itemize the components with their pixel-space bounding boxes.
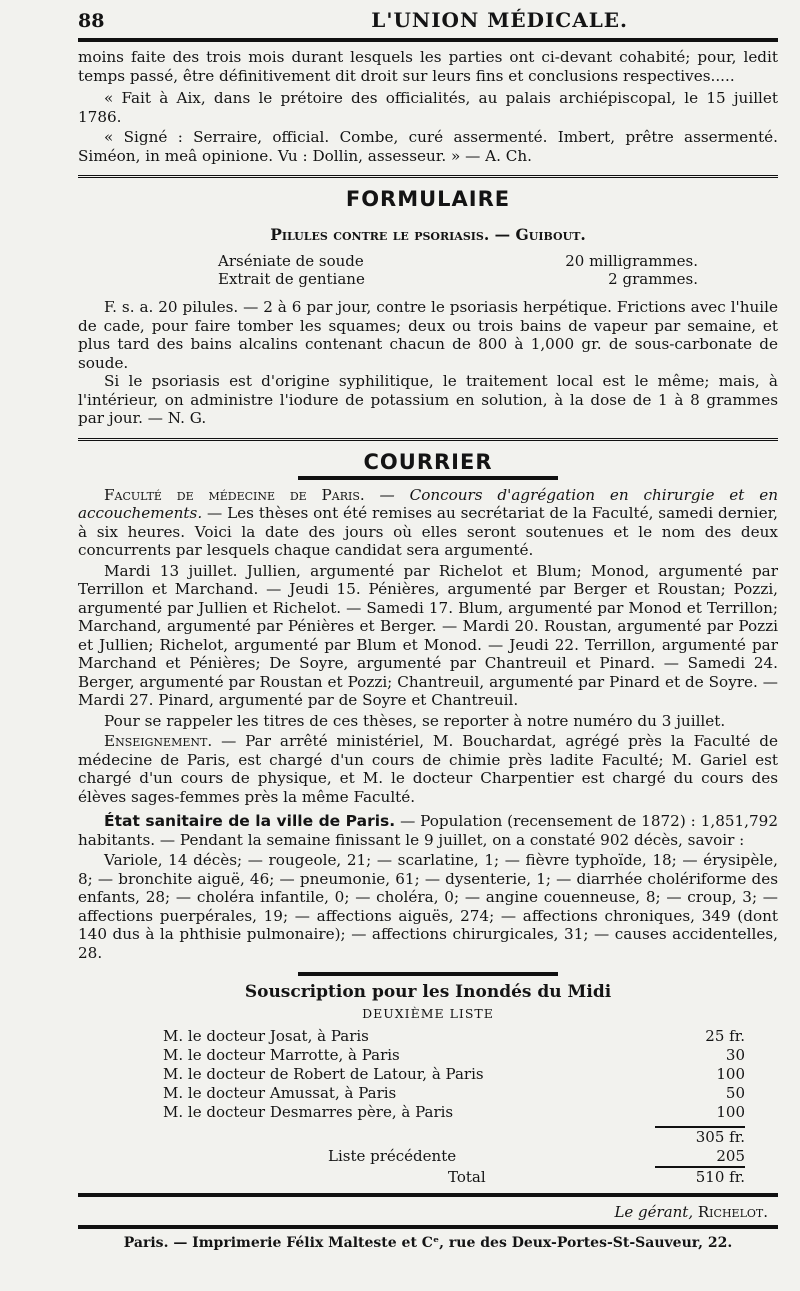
subtotal-amount: 305 fr. [695,1128,745,1146]
donor-name: M. le docteur Marrotte, à Paris [163,1046,400,1064]
ingredient-name: Arséniate de soude [218,252,364,270]
enseignement-paragraph [78,732,778,806]
header-rule [78,38,778,42]
donor-amount: 30 [725,1046,745,1064]
formulaire-paragraph-1: F. s. a. 20 pilules. — 2 à 6 par jour, contre le psoriasis herpétique. Frictions avec l'huile de cade, pour faire tomber les squames; deux ou trois bains de vapeur par semaine, et plus tard des bains alcalins contenant chacun de 800 à 1,000 gr. de sous-carbonate de soude. [78,298,778,372]
formulaire-section [78,187,778,428]
faculte-text: — Les thèses ont été remises au secrétariat de la Faculté, samedi dernier, à six heures. Voici la date des jours où elles seront soutenues et le nom des deux concurrents par lesquels chaque candidat sera argumenté. [78,504,779,559]
donor-name: M. le docteur Josat, à Paris [163,1027,369,1045]
imprint-rule [78,1225,778,1229]
formulaire-title: FORMULAIRE [345,187,511,211]
journal-title: L'UNION MÉDICALE. [371,8,628,32]
etat-statistics: Variole, 14 décès; — rougeole, 21; — scarlatine, 1; — fièvre typhoïde, 18; — érysipèle, 8; — bronchite aiguë, 46; — pneumonie, 61; — dysenterie, 1; — diarrhée cholériforme des enfants, 28; — choléra infantile, 0; — choléra, 0; — angine couenneuse, 8; — croup, 3; — affections puerpérales, 19; — affections aiguës, 274; — affections chroniques, 349 (dont 140 dus à la phthisie pulmonaire); — affections chirurgicales, 31; — causes accidentelles, 28. [78,851,778,962]
faculte-subheading: — Concours d'agrégation en chirurgie et en accouchements. [78,485,779,522]
donor-amount: 25 fr. [705,1027,745,1045]
running-header [78,8,778,38]
recipe-title: Pilules contre le psoriasis. — Guibout. [270,225,586,244]
donor-row [163,1084,745,1103]
section-rule [78,438,778,444]
etat-heading: État sanitaire de la ville de Paris. [104,812,396,830]
donor-amount: 50 [725,1084,745,1102]
page-number: 88 [78,10,105,32]
donor-row [163,1065,745,1084]
donor-row [163,1027,745,1046]
ingredient-quantity: 2 grammes. [608,270,698,288]
donor-row [163,1046,745,1065]
faculte-paragraph [78,486,778,560]
enseignement-heading: Enseignement. [104,732,213,750]
gerant-signature [78,1203,768,1221]
souscription-title: Souscription pour les Inondés du Midi [244,982,612,1002]
donor-name: M. le docteur de Robert de Latour, à Paris [163,1065,484,1083]
section-rule [78,175,778,181]
souscription-section [78,982,778,1187]
judgment-paragraph-3: « Signé : Serraire, official. Combe, curé assermenté. Imbert, prêtre assermenté. Siméon, in meâ opinione. Vu : Dollin, assesseur. » — A. Ch. [78,128,778,165]
printer-imprint: Paris. — Imprimerie Félix Malteste et Cᵉ, rue des Deux-Portes-St-Sauveur, 22. [123,1235,733,1251]
gerant-name: Richelot. [697,1203,768,1221]
footer-rule [78,1193,778,1197]
formulaire-paragraph-2: Si le psoriasis est d'origine syphilitique, le traitement local est le même; mais, à l'intérieur, on administre l'iodure de potassium en solution, à la dose de 1 à 8 grammes par jour. — N. G. [78,372,778,427]
judgment-paragraph-2: « Fait à Aix, dans le prétoire des officialités, au palais archiépiscopal, le 15 juillet 1786. [78,89,778,126]
ingredient-quantity: 20 milligrammes. [565,252,698,270]
souscription-subtitle: DEUXIÈME LISTE [362,1006,494,1021]
courrier-title: COURRIER [363,449,493,474]
donor-amount: 100 [716,1065,745,1083]
subtotal-row [328,1128,745,1147]
donor-list [163,1027,745,1122]
ingredient-name: Extrait de gentiane [218,270,365,288]
donor-row [163,1103,745,1122]
total-amount: 510 fr. [695,1168,745,1186]
section-rule [298,972,558,976]
title-underline [298,476,558,480]
etat-paragraph [78,812,778,849]
donor-name: M. le docteur Desmarres père, à Paris [163,1103,454,1121]
faculte-heading: Faculté de médecine de Paris. [104,485,365,504]
ingredient-row [218,252,698,270]
donor-name: M. le docteur Amussat, à Paris [163,1084,397,1102]
previous-list-amount: 205 [716,1147,745,1165]
total-label: Total [448,1168,486,1186]
previous-list-row [328,1147,745,1166]
gerant-label: Le gérant, [614,1203,694,1221]
ingredient-row [218,270,698,288]
courrier-section [78,450,778,963]
judgment-excerpt [78,48,778,165]
previous-list-label: Liste précédente [328,1147,457,1165]
thesis-schedule: Mardi 13 juillet. Jullien, argumenté par Richelot et Blum; Monod, argumenté par Terrillon et Marchand. — Jeudi 15. Pénières, argumenté par Berger et Roustan; Pozzi, argumenté par Jullien et Richelot. — Samedi 17. Blum, argumenté par Monod et Terrillon; Marchand, argumenté par Pénières et Berger. — Mardi 20. Roustan, argumenté par Pozzi et Jullien; Richelot, argumenté par Blum et Monod. — Jeudi 22. Terrillon, argumenté par Marchand et Pénières; De Soyre, argumenté par Chantreuil et Pinard. — Samedi 24. Berger, argumenté par Roustan et Pozzi; Chantreuil, argumenté par Pinard et de Soyre. — Mardi 27. Pinard, argumenté par de Soyre et Chantreuil. [78,561,778,709]
thesis-reminder: Pour se rappeler les titres de ces thèses, se reporter à notre numéro du 3 juillet. [104,711,726,730]
totals-block [328,1126,745,1187]
total-row [328,1168,745,1187]
enseignement-text: — Par arrêté ministériel, M. Bouchardat, agrégé près la Faculté de médecine de Paris, est chargé d'un cours de chimie près ladite Faculté; M. Gariel est chargé d'un cours de physique, et M. le docteur Charpentier est chargé du cours des élèves sages-femmes près la même Faculté. [78,732,779,806]
donor-amount: 100 [716,1103,745,1121]
etat-text: — Population (recensement de 1872) : 1,851,792 habitants. — Pendant la semaine finissant le 9 juillet, on a constaté 902 décès, savoir : [78,812,779,849]
judgment-paragraph-1: moins faite des trois mois durant lesquels les parties ont ci-devant cohabité; pour, ledit temps passé, être définitivement dit droit sur leurs fins et conclusions respectives..... [78,48,778,85]
